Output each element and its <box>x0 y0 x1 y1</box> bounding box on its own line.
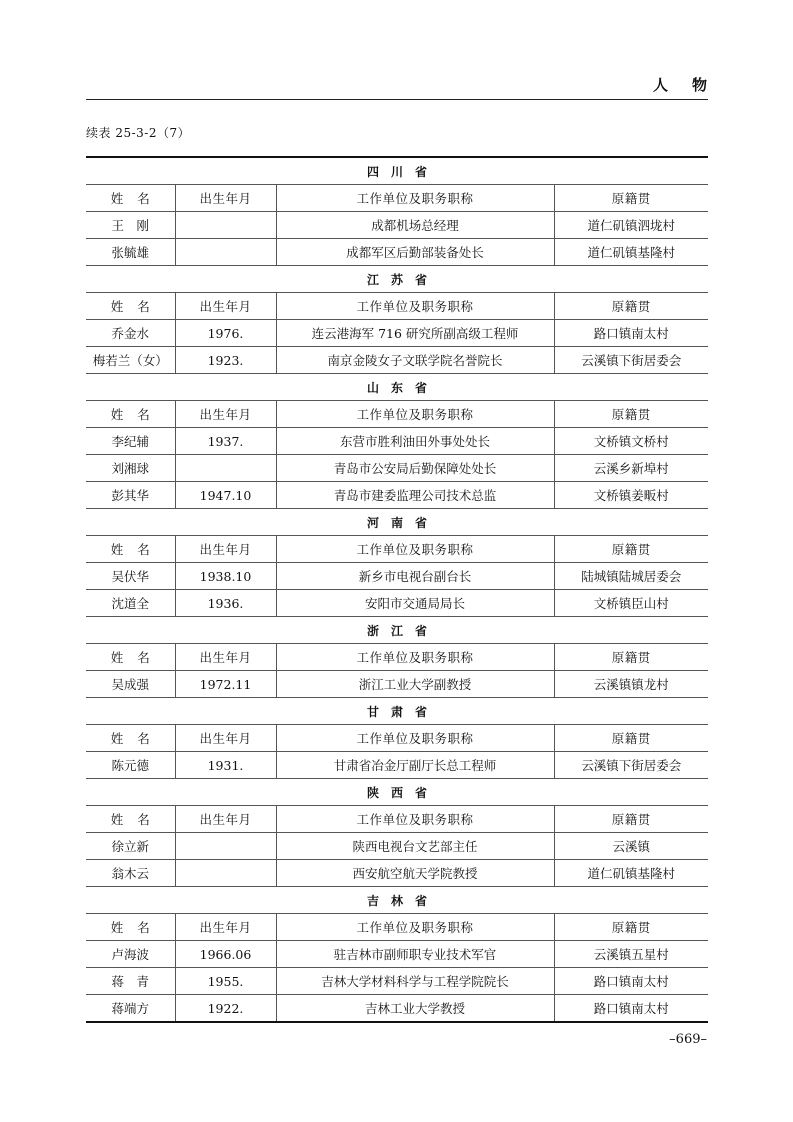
personnel-table-body <box>86 157 708 1022</box>
page-number: –669– <box>669 1032 707 1047</box>
cell-birth <box>175 833 276 860</box>
section-row <box>86 617 708 644</box>
cell-name: 彭其华 <box>86 482 175 509</box>
cell-employer: 驻吉林市副师职专业技术军官 <box>276 941 554 968</box>
cell-employer: 青岛市公安局后勤保障处处长 <box>276 455 554 482</box>
header-employer: 工作单位及职务职称 <box>276 185 554 212</box>
header-birth: 出生年月 <box>175 401 276 428</box>
header-origin: 原籍贯 <box>554 536 708 563</box>
header-origin: 原籍贯 <box>554 806 708 833</box>
header-origin: 原籍贯 <box>554 644 708 671</box>
section-title: 河南省 <box>86 509 708 536</box>
table-caption: 续表 25-3-2（7） <box>86 126 191 140</box>
header-rule <box>86 99 708 100</box>
cell-employer: 东营市胜利油田外事处处长 <box>276 428 554 455</box>
cell-origin: 云溪镇 <box>554 833 708 860</box>
cell-origin: 道仁矶镇基隆村 <box>554 860 708 887</box>
cell-origin: 云溪镇下街居委会 <box>554 752 708 779</box>
header-employer: 工作单位及职务职称 <box>276 644 554 671</box>
cell-employer: 南京金陵女子文联学院名誉院长 <box>276 347 554 374</box>
header-birth: 出生年月 <box>175 293 276 320</box>
cell-employer: 成都机场总经理 <box>276 212 554 239</box>
header-name: 姓名 <box>86 401 175 428</box>
table-row <box>86 752 708 779</box>
cell-employer: 青岛市建委监理公司技术总监 <box>276 482 554 509</box>
cell-birth: 1955. <box>175 968 276 995</box>
table-row <box>86 671 708 698</box>
section-row <box>86 887 708 914</box>
header-origin: 原籍贯 <box>554 725 708 752</box>
cell-employer: 浙江工业大学副教授 <box>276 671 554 698</box>
cell-birth: 1931. <box>175 752 276 779</box>
cell-birth <box>175 212 276 239</box>
cell-name: 梅若兰（女） <box>86 347 175 374</box>
table-row <box>86 833 708 860</box>
header-origin: 原籍贯 <box>554 914 708 941</box>
cell-birth: 1936. <box>175 590 276 617</box>
header-origin: 原籍贯 <box>554 185 708 212</box>
cell-employer: 安阳市交通局局长 <box>276 590 554 617</box>
cell-name: 王 刚 <box>86 212 175 239</box>
table-row <box>86 347 708 374</box>
header-row <box>86 644 708 671</box>
cell-name: 吴成强 <box>86 671 175 698</box>
section-title: 陕西省 <box>86 779 708 806</box>
table-row <box>86 428 708 455</box>
cell-name: 李纪辅 <box>86 428 175 455</box>
cell-name: 徐立新 <box>86 833 175 860</box>
cell-origin: 文桥镇臣山村 <box>554 590 708 617</box>
header-name: 姓名 <box>86 293 175 320</box>
table-row <box>86 995 708 1023</box>
header-row <box>86 293 708 320</box>
cell-birth <box>175 239 276 266</box>
cell-employer: 新乡市电视台副台长 <box>276 563 554 590</box>
header-birth: 出生年月 <box>175 725 276 752</box>
cell-employer: 成都军区后勤部装备处长 <box>276 239 554 266</box>
header-row <box>86 725 708 752</box>
cell-origin: 路口镇南太村 <box>554 320 708 347</box>
cell-origin: 道仁矶镇泗垅村 <box>554 212 708 239</box>
section-row <box>86 779 708 806</box>
cell-name: 吴伏华 <box>86 563 175 590</box>
table-row <box>86 590 708 617</box>
header-row <box>86 914 708 941</box>
header-employer: 工作单位及职务职称 <box>276 914 554 941</box>
cell-origin: 云溪镇下街居委会 <box>554 347 708 374</box>
header-employer: 工作单位及职务职称 <box>276 806 554 833</box>
cell-birth: 1922. <box>175 995 276 1023</box>
header-name: 姓名 <box>86 644 175 671</box>
cell-name: 乔金水 <box>86 320 175 347</box>
cell-birth: 1976. <box>175 320 276 347</box>
cell-employer: 甘肃省冶金厅副厅长总工程师 <box>276 752 554 779</box>
cell-name: 蒋端方 <box>86 995 175 1023</box>
table-row <box>86 941 708 968</box>
header-birth: 出生年月 <box>175 644 276 671</box>
cell-employer: 连云港海军 716 研究所副高级工程师 <box>276 320 554 347</box>
header-name: 姓名 <box>86 536 175 563</box>
section-title: 浙江省 <box>86 617 708 644</box>
cell-birth: 1947.10 <box>175 482 276 509</box>
cell-birth: 1938.10 <box>175 563 276 590</box>
header-birth: 出生年月 <box>175 185 276 212</box>
cell-birth: 1923. <box>175 347 276 374</box>
cell-origin: 路口镇南太村 <box>554 995 708 1023</box>
section-row <box>86 374 708 401</box>
cell-birth <box>175 455 276 482</box>
cell-origin: 陆城镇陆城居委会 <box>554 563 708 590</box>
cell-name: 翁木云 <box>86 860 175 887</box>
cell-name: 陈元德 <box>86 752 175 779</box>
table-row <box>86 968 708 995</box>
header-row <box>86 806 708 833</box>
personnel-table <box>86 156 708 1023</box>
table-row <box>86 482 708 509</box>
table-row <box>86 563 708 590</box>
header-name: 姓名 <box>86 914 175 941</box>
table-row <box>86 239 708 266</box>
header-name: 姓名 <box>86 806 175 833</box>
cell-birth: 1937. <box>175 428 276 455</box>
cell-birth <box>175 860 276 887</box>
cell-origin: 云溪镇镇龙村 <box>554 671 708 698</box>
cell-employer: 西安航空航天学院教授 <box>276 860 554 887</box>
cell-name: 张毓雄 <box>86 239 175 266</box>
table-row <box>86 320 708 347</box>
cell-employer: 吉林工业大学教授 <box>276 995 554 1023</box>
header-employer: 工作单位及职务职称 <box>276 536 554 563</box>
cell-origin: 文桥镇文桥村 <box>554 428 708 455</box>
cell-origin: 文桥镇姜畈村 <box>554 482 708 509</box>
section-row <box>86 157 708 185</box>
header-birth: 出生年月 <box>175 914 276 941</box>
header-name: 姓名 <box>86 725 175 752</box>
cell-name: 卢海波 <box>86 941 175 968</box>
header-row <box>86 185 708 212</box>
section-title: 山东省 <box>86 374 708 401</box>
header-row <box>86 401 708 428</box>
header-employer: 工作单位及职务职称 <box>276 401 554 428</box>
cell-birth: 1972.11 <box>175 671 276 698</box>
cell-name: 刘湘球 <box>86 455 175 482</box>
header-employer: 工作单位及职务职称 <box>276 725 554 752</box>
cell-origin: 云溪镇五星村 <box>554 941 708 968</box>
header-origin: 原籍贯 <box>554 401 708 428</box>
section-title: 江苏省 <box>86 266 708 293</box>
table-row <box>86 212 708 239</box>
table-row <box>86 455 708 482</box>
cell-employer: 吉林大学材料科学与工程学院院长 <box>276 968 554 995</box>
section-title: 吉林省 <box>86 887 708 914</box>
header-employer: 工作单位及职务职称 <box>276 293 554 320</box>
section-row <box>86 509 708 536</box>
cell-name: 沈道全 <box>86 590 175 617</box>
cell-origin: 云溪乡新埠村 <box>554 455 708 482</box>
header-origin: 原籍贯 <box>554 293 708 320</box>
section-row <box>86 698 708 725</box>
section-row <box>86 266 708 293</box>
section-title: 甘肃省 <box>86 698 708 725</box>
header-row <box>86 536 708 563</box>
cell-employer: 陕西电视台文艺部主任 <box>276 833 554 860</box>
table-row <box>86 860 708 887</box>
header-birth: 出生年月 <box>175 806 276 833</box>
page-header-title: 人物 <box>652 76 731 94</box>
header-birth: 出生年月 <box>175 536 276 563</box>
cell-origin: 道仁矶镇基隆村 <box>554 239 708 266</box>
header-name: 姓名 <box>86 185 175 212</box>
cell-origin: 路口镇南太村 <box>554 968 708 995</box>
cell-birth: 1966.06 <box>175 941 276 968</box>
section-title: 四川省 <box>367 164 440 179</box>
cell-name: 蒋 青 <box>86 968 175 995</box>
